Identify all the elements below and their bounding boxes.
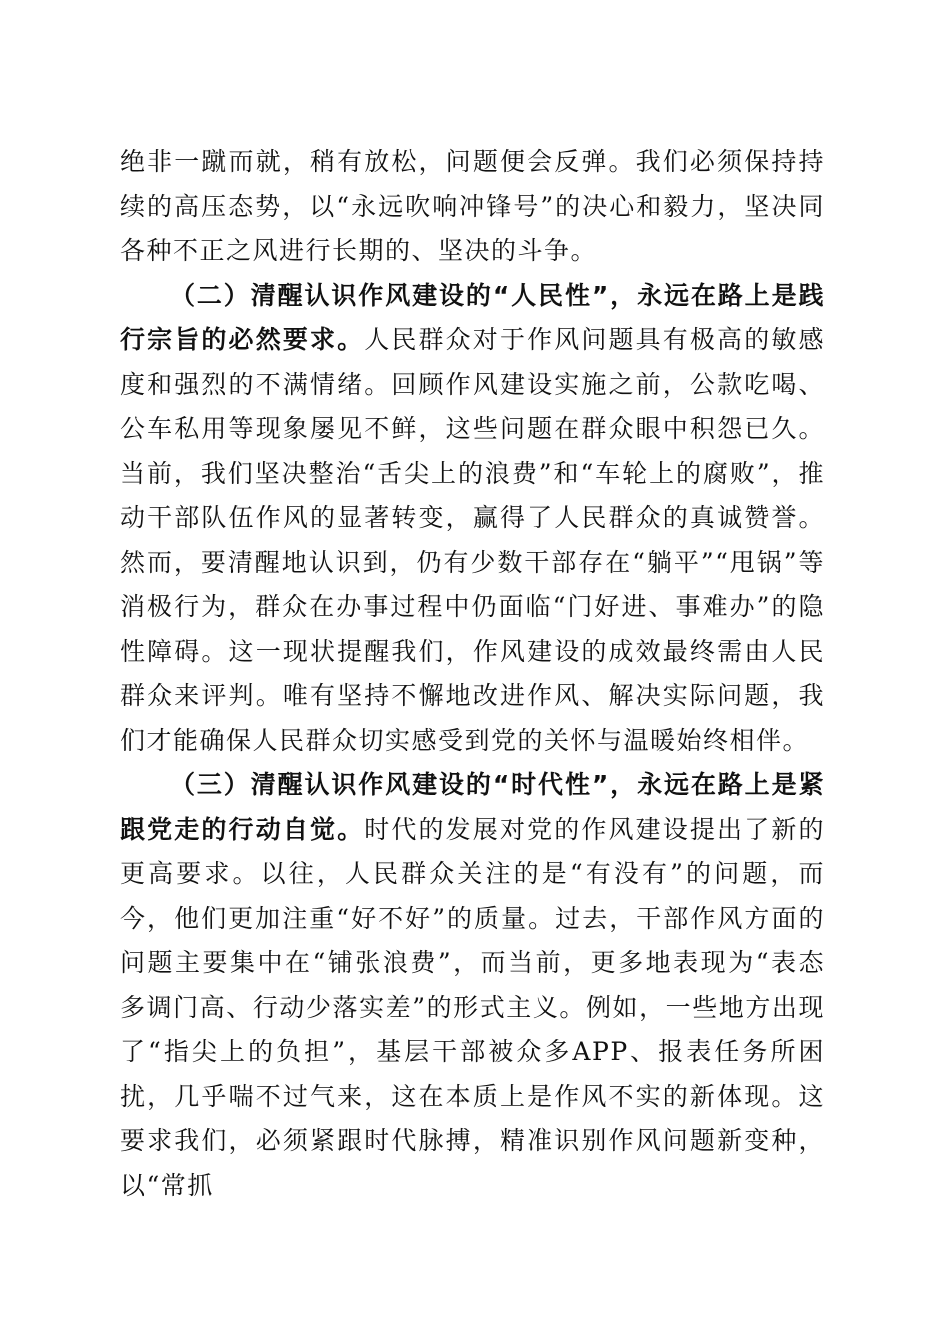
paragraph-section-three [120, 763, 825, 1208]
section-heading-two: （二）清醒认识作风建设的“人民性”，永远在路上是践行宗旨的必然要求。 [120, 280, 825, 354]
paragraph-continuation [120, 140, 825, 274]
paragraph-text: 人民群众对于作风问题具有极高的敏感度和强烈的不满情绪。回顾作风建设实施之前，公款吃喝、公车私用等现象屡见不鲜，这些问题在群众眼中积怨已久。当前，我们坚决整治“舌尖上的浪费”和“车轮上的腐败”，推动干部队伍作风的显著转变，赢得了人民群众的真诚赞誉。然而，要清醒地认识到，仍有少数干部存在“躺平”“甩锅”等消极行为，群众在办事过程中仍面临“门好进、事难办”的隐性障碍。这一现状提醒我们，作风建设的成效最终需由人民群众来评判。唯有坚持不懈地改进作风、解决实际问题，我们才能确保人民群众切实感受到党的关怀与温暖始终相伴。 [120, 325, 825, 755]
document-body [120, 140, 825, 1208]
paragraph-section-two [120, 274, 825, 764]
paragraph-text: 时代的发展对党的作风建设提出了新的更高要求。以往，人民群众关注的是“有没有”的问题，而今，他们更加注重“好不好”的质量。过去，干部作风方面的问题主要集中在“铺张浪费”，而当前，更多地表现为“表态多调门高、行动少落实差”的形式主义。例如，一些地方出现了“指尖上的负担”，基层干部被众多APP、报表任务所困扰，几乎喘不过气来，这在本质上是作风不实的新体现。这要求我们，必须紧跟时代脉搏，精准识别作风问题新变种，以“常抓 [120, 814, 825, 1200]
paragraph-text: 绝非一蹴而就，稍有放松，问题便会反弹。我们必须保持持续的高压态势，以“永远吹响冲锋号”的决心和毅力，坚决同各种不正之风进行长期的、坚决的斗争。 [120, 147, 825, 265]
section-heading-three: （三）清醒认识作风建设的“时代性”，永远在路上是紧跟党走的行动自觉。 [120, 770, 825, 844]
